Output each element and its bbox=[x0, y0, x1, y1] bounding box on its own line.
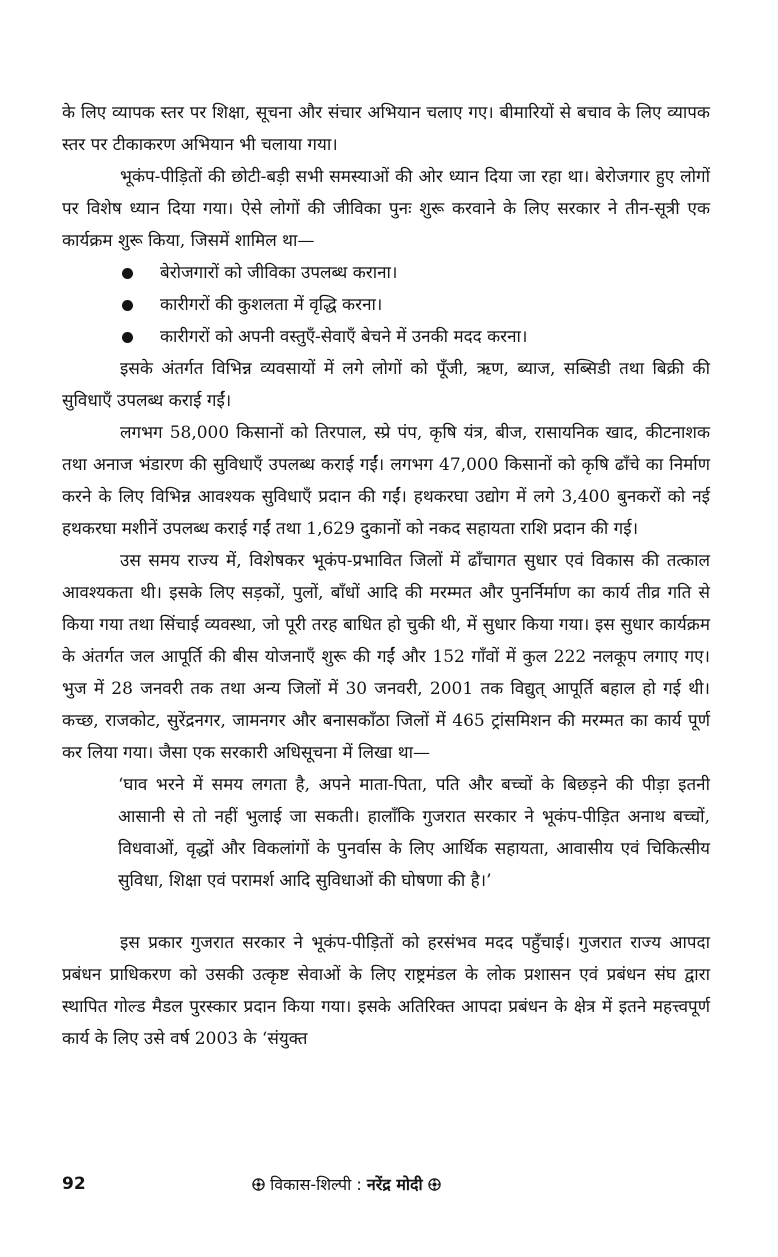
series-title: विकास-शिल्पी : bbox=[270, 1175, 362, 1194]
bullet-icon bbox=[122, 332, 133, 343]
list-item: कारीगरों को अपनी वस्तुएँ-सेवाएँ बेचने में उनकी मदद करना। bbox=[120, 321, 710, 353]
bullet-list bbox=[62, 257, 710, 353]
page-number: 92 bbox=[62, 1174, 86, 1194]
block-quote: ‘घाव भरने में समय लगता है, अपने माता-पिता, पति और बच्चों के बिछड़ने की पीड़ा इतनी आसानी से तो नहीं भुलाई जा सकती। हालाँकि गुजरात सरकार ने भूकंप-पीड़ित अनाथ बच्चों, विधवाओं, वृद्धों और विकलांगों के पुनर्वास के लिए आर्थिक सहायता, आवासीय एवं चिकित्सीय सुविधा, शिक्षा एवं परामर्श आदि सुविधाओं की घोषणा की है।’ bbox=[118, 775, 710, 891]
paragraph-6: इस प्रकार गुजरात सरकार ने भूकंप-पीड़ितों को हरसंभव मदद पहुँचाई। गुजरात राज्य आपदा प्रबंधन प्राधिकरण को उसकी उत्कृष्ट सेवाओं के लिए राष्ट्रमंडल के लोक प्रशासन एवं प्रबंधन संघ द्वारा स्थापित गोल्ड मैडल पुरस्कार प्रदान किया गया। इसके अतिरिक्त आपदा प्रबंधन के क्षेत्र में इतने महत्त्वपूर्ण कार्य के लिए उसे वर्ष 2003 के ‘संयुक्त bbox=[62, 933, 710, 1049]
body-text bbox=[62, 97, 710, 1055]
list-item: बेरोजगारों को जीविका उपलब्ध कराना। bbox=[120, 257, 710, 289]
paragraph-2: भूकंप-पीड़ितों की छोटी-बड़ी सभी समस्याओं की ओर ध्यान दिया जा रहा था। बेरोजगार हुए लोगों पर विशेष ध्यान दिया गया। ऐसे लोगों की जीविका पुनः शुरू करवाने के लिए सरकार ने तीन-सूत्री एक कार्यक्रम शुरू किया, जिसमें शामिल था— bbox=[62, 167, 710, 251]
running-title bbox=[252, 1173, 441, 1195]
paragraph-5: उस समय राज्य में, विशेषकर भूकंप-प्रभावित जिलों में ढाँचागत सुधार एवं विकास की तत्काल आवश्यकता थी। इसके लिए सड़कों, पुलों, बाँधों आदि की मरम्मत और पुनर्निर्माण का कार्य तीव्र गति से किया गया तथा सिंचाई व्यवस्था, जो पूरी तरह बाधित हो चुकी थी, में सुधार किया गया। इस सुधार कार्यक्रम के अंतर्गत जल आपूर्ति की बीस योजनाएँ शुरू की गईं और 152 गाँवों में कुल 222 नलकूप लगाए गए। भुज में 28 जनवरी तक तथा अन्य जिलों में 30 जनवरी, 2001 तक विद्युत् आपूर्ति बहाल हो गई थी। कच्छ, राजकोट, सुरेंद्रनगर, जामनगर और बनासकाँठा जिलों में 465 ट्रांसमिशन की मरम्मत का कार्य पूर्ण कर लिया गया। जैसा एक सरकारी अधिसूचना में लिखा था— bbox=[62, 551, 710, 763]
paragraph-1: के लिए व्यापक स्तर पर शिक्षा, सूचना और संचार अभियान चलाए गए। बीमारियों से बचाव के लिए व्यापक स्तर पर टीकाकरण अभियान भी चलाया गया। bbox=[62, 103, 710, 155]
book-title: नरेंद्र मोदी bbox=[366, 1175, 423, 1194]
list-item: कारीगरों की कुशलता में वृद्धि करना। bbox=[120, 289, 710, 321]
flower-icon bbox=[252, 1178, 265, 1191]
paragraph-4: लगभग 58,000 किसानों को तिरपाल, स्प्रे पंप, कृषि यंत्र, बीज, रासायनिक खाद, कीटनाशक तथा अनाज भंडारण की सुविधाएँ उपलब्ध कराई गईं। लगभग 47,000 किसानों को कृषि ढाँचे का निर्माण करने के लिए विभिन्न आवश्यक सुविधाएँ प्रदान की गईं। हथकरघा उद्योग में लगे 3,400 बुनकरों को नई हथकरघा मशीनें उपलब्ध कराई गईं तथा 1,629 दुकानों को नकद सहायता राशि प्रदान की गई। bbox=[62, 423, 710, 539]
flower-icon bbox=[428, 1178, 441, 1191]
bullet-icon bbox=[122, 300, 133, 311]
paragraph-3: इसके अंतर्गत विभिन्न व्यवसायों में लगे लोगों को पूँजी, ऋण, ब्याज, सब्सिडी तथा बिक्री की सुविधाएँ उपलब्ध कराई गईं। bbox=[62, 359, 710, 411]
bullet-icon bbox=[122, 268, 133, 279]
page-footer bbox=[62, 1168, 710, 1198]
